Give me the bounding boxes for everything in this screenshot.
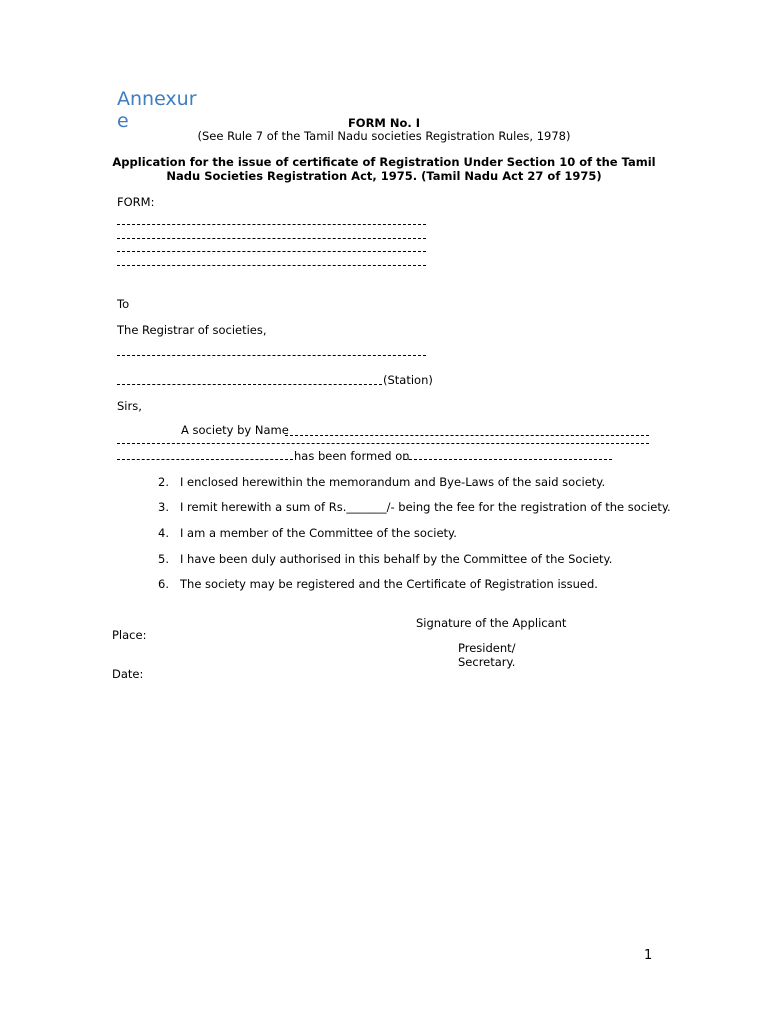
application-title-line-1: Application for the issue of certificate of Registration Under Section 10 of the Tamil (112, 155, 656, 169)
salutation: Sirs, (117, 399, 142, 413)
form-blank-line-3 (117, 251, 426, 252)
date-label: Date: (112, 667, 144, 681)
form-label: FORM: (117, 195, 155, 209)
secretary-label: Secretary. (458, 655, 516, 669)
list-item: I enclosed herewithin the memorandum and Bye-Laws of the said society. (180, 475, 606, 489)
list-item-number: 2. (158, 475, 169, 489)
formed-on-label: has been formed on (294, 449, 410, 463)
list-item-number: 5. (158, 552, 169, 566)
rule-reference: (See Rule 7 of the Tamil Nadu societies Registration Rules, 1978) (197, 129, 571, 143)
formed-on-blank (404, 459, 612, 460)
list-item-number: 3. (158, 500, 169, 514)
registrar-line: The Registrar of societies, (117, 323, 267, 337)
annexure-line-1: Annexur (117, 88, 197, 110)
to-label: To (117, 297, 130, 311)
station-blank-line (117, 384, 382, 385)
form-blank-line-2 (117, 238, 426, 239)
list-item: I have been duly authorised in this behalf by the Committee of the Society. (180, 552, 613, 566)
society-name-blank (285, 435, 649, 436)
society-name-label: A society by Name (181, 423, 289, 437)
application-title-line-2: Nadu Societies Registration Act, 1975. (Tamil Nadu Act 27 of 1975) (166, 169, 602, 183)
list-item: The society may be registered and the Certificate of Registration issued. (180, 577, 598, 591)
annexure-line-2: e (117, 110, 129, 132)
list-item: I remit herewith a sum of Rs._______/- being the fee for the registration of the society. (180, 500, 671, 514)
form-blank-line-1 (117, 224, 426, 225)
society-name-blank-line-3 (117, 459, 293, 460)
place-label: Place: (112, 628, 147, 642)
page-number: 1 (644, 948, 653, 963)
president-label: President/ (458, 641, 516, 655)
list-item: I am a member of the Committee of the society. (180, 526, 457, 540)
signature-label: Signature of the Applicant (416, 616, 567, 630)
society-name-blank-line-2 (117, 443, 649, 444)
list-item-number: 4. (158, 526, 169, 540)
list-item-number: 6. (158, 577, 169, 591)
form-blank-line-4 (117, 265, 426, 266)
station-label: (Station) (383, 373, 433, 387)
form-number: FORM No. I (347, 116, 421, 130)
registrar-address-line (117, 355, 426, 356)
